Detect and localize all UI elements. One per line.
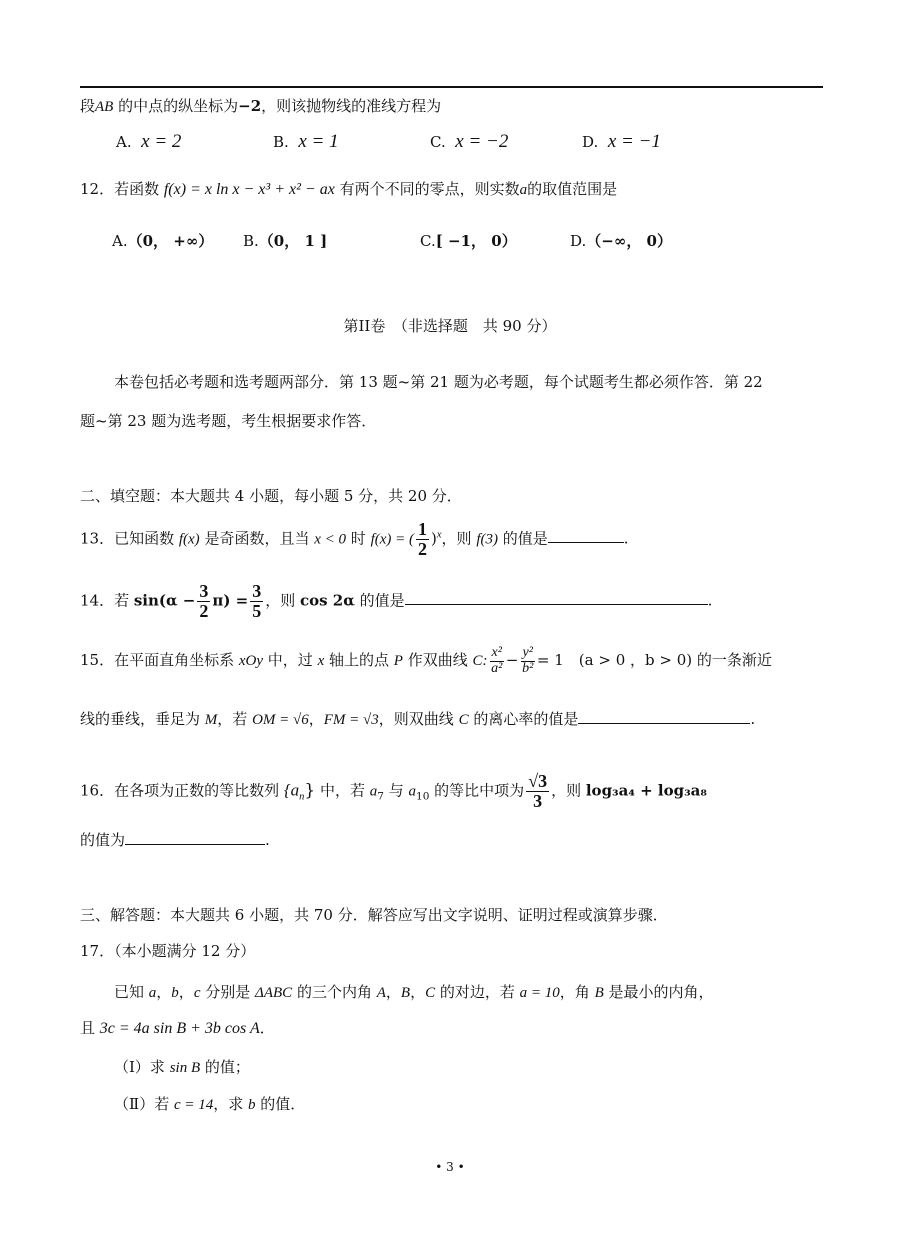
q17-line-2: 且 3c = 4a sin B + 3b cos A．: [80, 1019, 275, 1037]
q17-part-2: （Ⅱ）若 c = 14，求 b 的值．: [114, 1095, 306, 1113]
q12-option-b: B.（0， 1 ]: [243, 232, 328, 250]
q15-fraction-y: $\frac{\text{y²}}{\text{b²}}$: [522, 645, 534, 676]
q11-option-c: C. x = −2: [430, 131, 509, 152]
q15-line-1: 15．在平面直角坐标系 xOy 中，过 x 轴上的点 P 作双曲线 C: $\frac{\text{x²}}{\text{a²}}$ − $\frac{\text{y²}}{\text{b²}}$ = 1 (a > 0 ，b > 0) 的一条渐近: [80, 645, 772, 676]
section2-title: 第II卷 （非选择题 共 90 分）: [343, 317, 557, 335]
q11-option-b: B. x = 1: [273, 131, 339, 152]
q11-option-d: D. x = −1: [582, 131, 661, 152]
q15-fraction-x: $\frac{\text{x²}}{\text{a²}}$: [491, 645, 503, 676]
intro-line-1: 本卷包括必考题和选考题两部分．第 13 题~第 21 题为必考题，每个试题考生都必须作答．第 22: [114, 373, 763, 391]
q14-fraction-2: $\frac{3}{5}$: [252, 581, 262, 621]
q12-option-c: C.[ −1， 0）: [420, 232, 517, 250]
q17-line-1: 已知 a，b，c 分别是 ΔABC 的三个内角 A，B，C 的对边，若 a = 10，角 B 是最小的内角，: [114, 983, 714, 1001]
q11-option-a: A. x = 2: [116, 131, 182, 152]
solve-heading: 三、解答题：本大题共 6 小题，共 70 分．解答应写出文字说明、证明过程或演算步骤．: [80, 906, 668, 924]
q14-answer-blank[interactable]: [405, 589, 708, 605]
q16-line-2: 的值为 .: [80, 831, 270, 849]
q13-fraction: $\frac{1}{2}$: [418, 519, 427, 559]
q16-fraction: $\frac{√3}{3}$: [528, 771, 548, 811]
q13-answer-blank[interactable]: [548, 527, 624, 543]
q12-stem: 12．若函数 f(x) = x ln x − x³ + x² − ax 有两个不同的零点，则实数a的取值范围是: [80, 180, 618, 198]
q15-line-2: 线的垂线，垂足为 M，若 OM = √6，FM = √3，则双曲线 C 的离心率的值是 .: [80, 710, 756, 728]
q16-line-1: 16．在各项为正数的等比数列 $\{a_n\}$ 中，若 $a_7$ 与 $a_{10}$ 的等比中项为 $\frac{√3}{3}$ ，则 log₃a₄ + log₃a₈: [80, 771, 707, 811]
q13-line: 13．已知函数 f(x) 是奇函数，且当 x < 0 时 f(x) = ( $\frac{1}{2}$ )$^x$，则 f(3) 的值是 .: [80, 519, 629, 559]
q11-tail-line: 段AB 的中点的纵坐标为−2，则该抛物线的准线方程为: [80, 97, 442, 115]
q17-part-1: （Ⅰ）求 sin B 的值；: [114, 1058, 250, 1076]
q16-answer-blank[interactable]: [125, 829, 265, 845]
q14-fraction-1: $\frac{3}{2}$: [199, 581, 209, 621]
intro-line-2: 题~第 23 题为选考题，考生根据要求作答．: [80, 412, 377, 430]
q17-title: 17．（本小题满分 12 分）: [80, 942, 256, 960]
fill-in-heading: 二、填空题：本大题共 4 小题，每小题 5 分，共 20 分．: [80, 487, 462, 505]
q12-option-d: D.（−∞， 0）: [570, 232, 672, 250]
q15-answer-blank[interactable]: [578, 708, 750, 724]
q14-line: 14．若 sin(α − $\frac{3}{2}$ π) = $\frac{3}{5}$ ，则 cos 2α 的值是 .: [80, 581, 713, 621]
q12-option-a: A.（0， +∞）: [112, 232, 214, 250]
header-rule: [80, 86, 823, 88]
page-number: • 3 •: [435, 1160, 465, 1174]
